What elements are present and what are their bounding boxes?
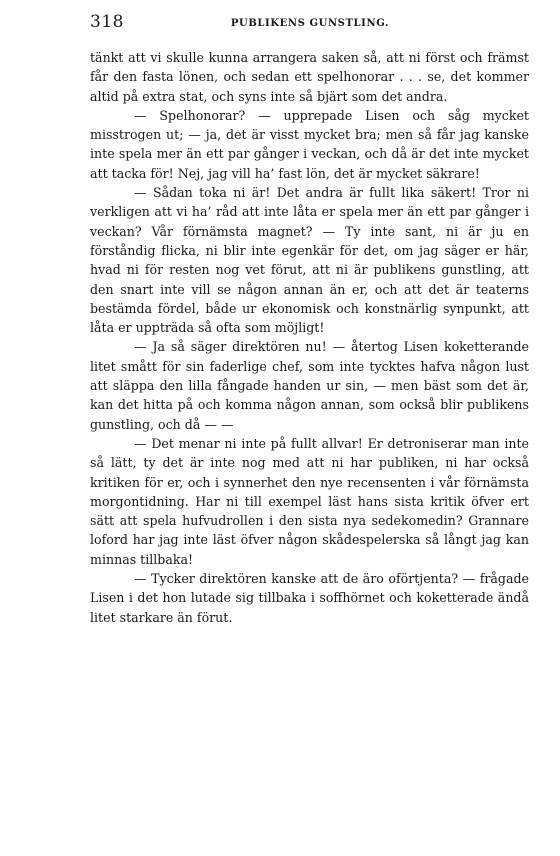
- body-text: [90, 48, 529, 627]
- paragraph: — Sådan toka ni är! Det andra är fullt lika säkert! Tror ni verkligen att vi ha’ råd att inte låta er spela mer än ett par gånger i veckan? Vår förnämsta magnet? — Ty inte sant, ni är ju en förståndig flicka, ni blir inte egenkär för det, om jag säger er här, hvad ni för resten nog vet förut, att ni är publikens gunstling, att den snart inte vill se någon annan än er, och att det är teaterns bestämda fördel, både ur ekonomisk och konstnärlig synpunkt, att låta er uppträda så ofta som möjligt!: [90, 185, 529, 336]
- paragraph: tänkt att vi skulle kunna arrangera saken så, att ni först och främst får den fasta lönen, och sedan ett spelhonorar . . . se, det kommer altid på extra stat, och syns inte så bjärt som det andra.: [90, 50, 529, 104]
- page-number: 318: [90, 12, 124, 32]
- page-header: [90, 12, 530, 36]
- paragraph: — Tycker direktören kanske att de äro oförtjenta? — frågade Lisen i det hon lutade sig tillbaka i soffhörnet och koketterade ändå litet starkare än förut.: [90, 571, 529, 625]
- running-title: PUBLIKENS GUNSTLING.: [230, 18, 390, 29]
- paragraph: — Ja så säger direktören nu! — återtog Lisen koketterande litet smått för sin faderlige chef, som inte tycktes hafva någon lust att släppa den lilla fångade handen ur sin, — men bäst som det är, kan det hitta på och komma någon annan, som också blir publikens gunstling, och då — —: [90, 339, 529, 432]
- paragraph: — Spelhonorar? — upprepade Lisen och såg mycket misstrogen ut; — ja, det är visst mycket bra; men så får jag kanske inte spela mer än ett par gånger i veckan, och då är det inte mycket att tacka för! Nej, jag vill ha’ fast lön, det är mycket säkrare!: [90, 107, 529, 181]
- paragraph: — Det menar ni inte på fullt allvar! Er detroniserar man inte så lätt, ty det är inte nog med att ni har publiken, ni har också kritiken för er, och i synnerhet den nye recensenten i vår förnämsta morgontidning. Har ni till exempel läst hans sista kritik öfver ert sätt att spela hufvudrollen i den sista nya sedekomedin? Grannare loford har jag inte läst öfver någon skådespelerska så långt jag kan minnas tillbaka!: [90, 435, 529, 567]
